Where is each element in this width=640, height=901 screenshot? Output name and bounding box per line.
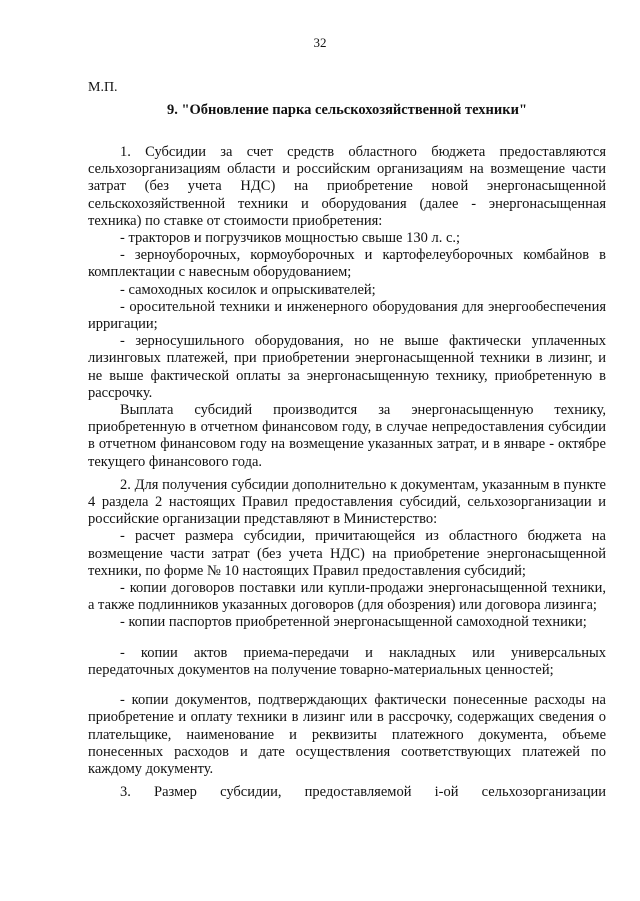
section-title: 9. "Обновление парка сельскохозяйственной техники" [166,102,528,118]
stamp-placeholder: М.П. [88,80,118,95]
list-item: - оросительной техники и инженерного оборудования для энергообеспечения ирригации; [88,298,606,333]
list-item: - копии паспортов приобретенной энергонасыщенной самоходной техники; [120,614,587,631]
list-item: - самоходных косилок и опрыскивателей; [120,281,376,298]
list-item: - копии актов приема-передачи и накладных или универсальных передаточных документов на получение товарно-материальных ценностей; [88,644,606,678]
list-item: - тракторов и погрузчиков мощностью свыше 130 л. с.; [120,230,461,247]
list-item: - копии договоров поставки или купли-продажи энергонасыщенной техники, а также подлинников указанных договоров (для обозрения) или договора лизинга; [88,580,606,614]
paragraph-1: 1. Субсидии за счет средств областного бюджета предоставляются сельхозорганизациям области и российским организациям на возмещение части затрат (без учета НДС) на приобретение новой энергонасыщенной сельскохозяйственной техники и оборудования (далее - энергонасыщенная техника) по ставке от стоимости приобретения: [88,144,606,229]
paragraph-payment: Выплата субсидий производится за энергонасыщенную технику, приобретенную в отчетном финансовом году, в случае непредоставления субсидии в отчетном финансовом году на возмещение указанных затрат, и в январе - октябре текущего финансового года. [88,402,606,470]
list-item: - расчет размера субсидии, причитающейся из областного бюджета на возмещение части затрат (без учета НДС) на приобретение энергонасыщенной техники, по форме № 10 настоящих Правил предоставления субсидий; [88,528,606,579]
list-item: - копии документов, подтверждающих фактически понесенные расходы на приобретение и оплату техники в лизинг или в рассрочку, содержащих сведения о плательщике, наименование и реквизиты платежного документа, объеме понесенных расходов и дате осуществления соответствующих платежей по каждому документу. [88,692,606,777]
paragraph-3: 3. Размер субсидии, предоставляемой i-ой сельхозорганизации [120,784,606,801]
paragraph-2: 2. Для получения субсидии дополнительно к документам, указанным в пункте 4 раздела 2 настоящих Правил предоставления субсидий, сельхозорганизации и российские организации представляют в Министерство: [88,476,606,528]
list-item: - зерноуборочных, кормоуборочных и картофелеуборочных комбайнов в комплектации с навесным оборудованием; [88,247,606,281]
document-body [88,144,606,801]
list-item: - зерносушильного оборудования, но не выше фактически уплаченных лизинговых платежей, при приобретении энергонасыщенной техники в лизинг, и не выше фактической оплаты за энергонасыщенную технику, приобретенную в рассрочку. [88,333,606,401]
page-number: 32 [313,35,327,50]
